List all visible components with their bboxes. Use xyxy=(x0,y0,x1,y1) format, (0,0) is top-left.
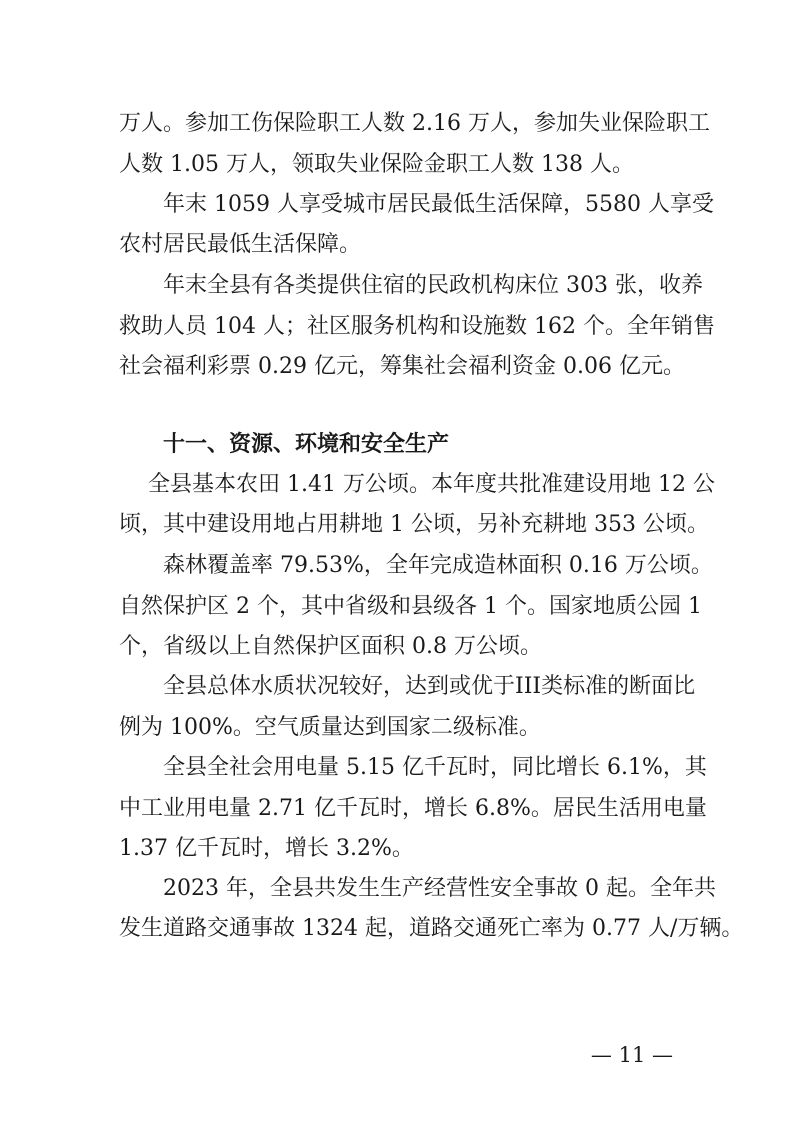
page-number: — 11 — xyxy=(590,1043,673,1067)
paragraph-line: 中工业用电量 2.71 亿千瓦时，增长 6.8%。居民生活用电量 xyxy=(119,796,707,821)
paragraph-line: 发生道路交通事故 1324 起，道路交通死亡率为 0.77 人/万辆。 xyxy=(119,916,744,941)
paragraph-line: 全县全社会用电量 5.15 亿千瓦时，同比增长 6.1%，其 xyxy=(163,755,707,780)
paragraph-line: 1.37 亿千瓦时，增长 3.2%。 xyxy=(119,836,414,861)
paragraph-line: 人数 1.05 万人，领取失业保险金职工人数 138 人。 xyxy=(119,152,634,177)
paragraph-line: 救助人员 104 人；社区服务机构和设施数 162 个。全年销售 xyxy=(119,314,715,339)
paragraph-line: 森林覆盖率 79.53%，全年完成造林面积 0.16 万公顷。 xyxy=(163,553,713,578)
paragraph-line: 全县基本农田 1.41 万公顷。本年度共批准建设用地 12 公 xyxy=(148,472,715,497)
paragraph-line: 自然保护区 2 个，其中省级和县级各 1 个。国家地质公园 1 xyxy=(119,594,702,619)
paragraph-line: 2023 年，全县共发生生产经营性安全事故 0 起。全年共 xyxy=(163,876,716,901)
paragraph-line: 顷，其中建设用地占用耕地 1 公顷，另补充耕地 353 公顷。 xyxy=(119,512,709,537)
section-heading: 十一、资源、环境和安全生产 xyxy=(163,432,450,457)
paragraph-line: 年末全县有各类提供住宿的民政机构床位 303 张，收养 xyxy=(163,273,703,298)
paragraph-line: 万人。参加工伤保险职工人数 2.16 万人，参加失业保险职工 xyxy=(119,111,710,136)
paragraph-line: 例为 100%。空气质量达到国家二级标准。 xyxy=(119,715,541,740)
paragraph-line: 农村居民最低生活保障。 xyxy=(119,232,362,257)
paragraph-line: 个，省级以上自然保护区面积 0.8 万公顷。 xyxy=(119,634,542,659)
paragraph-line: 全县总体水质状况较好，达到或优于III类标准的断面比 xyxy=(163,674,696,699)
paragraph-line: 社会福利彩票 0.29 亿元，筹集社会福利资金 0.06 亿元。 xyxy=(119,354,685,379)
paragraph-line: 年末 1059 人享受城市居民最低生活保障，5580 人享受 xyxy=(163,192,714,217)
